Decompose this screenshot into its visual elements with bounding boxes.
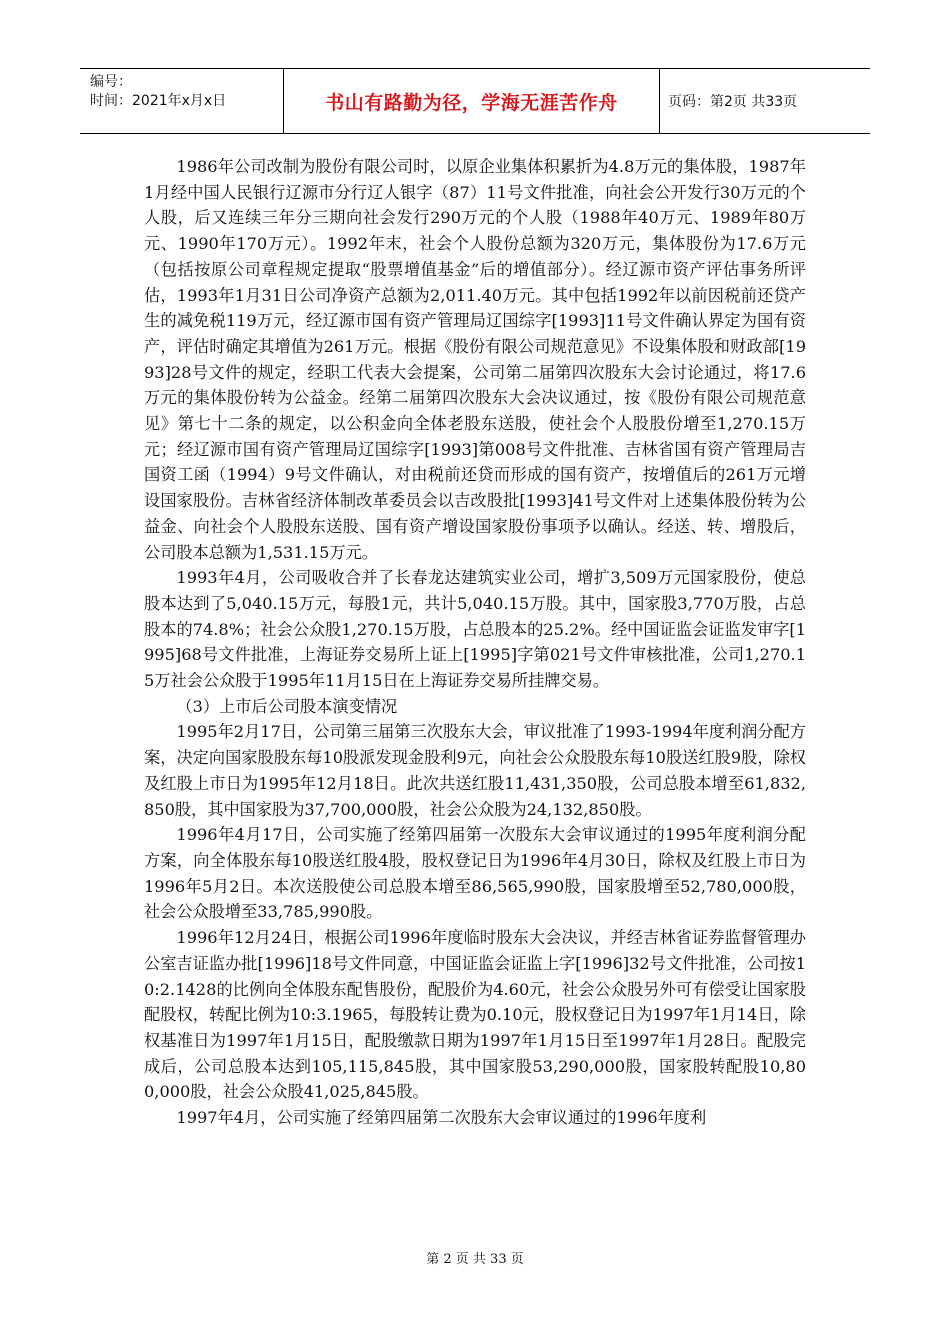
page-footer: 第 2 页 共 33 页 <box>426 1252 524 1267</box>
paragraph-2: 1993年4月，公司吸收合并了长春龙达建筑实业公司，增扩3,509万元国家股份，使总股本达到了5,040.15万元，每股1元，共计5,040.15万股。其中，国家股3,770万股，占总股本的74.8%；社会公众股1,270.15万股，占总股本的25.2%。经中国证监会证监发审字[1995]68号文件批准，上海证券交易所上证上[1995]字第021号文件审核批准，公司1,270.15万社会公众股于1995年11月15日在上海证券交易所挂牌交易。 <box>144 568 806 691</box>
header-page-cell <box>660 69 870 133</box>
paragraph-6: 1997年4月，公司实施了经第四届第二次股东大会审议通过的1996年度利 <box>176 1108 707 1128</box>
paragraph-4: 1996年4月17日，公司实施了经第四届第一次股东大会审议通过的1995年度利润分配方案，向全体股东每10股送红股4股，股权登记日为1996年4月30日，除权及红股上市日为1996年5月2日。本次送股使公司总股本增至86,565,990股，国家股增至52,780,000股，社会公众股增至33,785,990股。 <box>144 825 806 922</box>
header-motto-cell <box>284 69 660 133</box>
header-page-number: 页码：第2页 共33页 <box>668 94 798 110</box>
paragraph-1: 1986年公司改制为股份有限公司时，以原企业集体积累折为4.8万元的集体股，1987年1月经中国人民银行辽源市分行辽人银字（87）11号文件批准，向社会公开发行30万元的个人股，后又连续三年分三期向社会发行290万元的个人股（1988年40万元、1989年80万元、1990年170万元）。1992年末，社会个人股份总额为320万元，集体股份为17.6万元（包括按原公司章程规定提取“股票增值基金”后的增值部分）。经辽源市资产评估事务所评估，1993年1月31日公司净资产总额为2,011.40万元。其中包括1992年以前因税前还贷产生的减免税119万元，经辽源市国有资产管理局辽国综字[1993]11号文件确认界定为国有资产，评估时确定其增值为261万元。根据《股份有限公司规范意见》不设集体股和财政部[1993]28号文件的规定，经职工代表大会提案，公司第二届第四次股东大会讨论通过，将17.6万元的集体股份转为公益金。经第二届第四次股东大会决议通过，按《股份有限公司规范意见》第七十二条的规定，以公积金向全体老股东送股，使社会个人股股份增至1,270.15万元；经辽源市国有资产管理局辽国综字[1993]第008号文件批准、吉林省国有资产管理局吉国资工函（1994）9号文件确认，对由税前还贷而形成的国有资产，按增值后的261万元增设国家股份。吉林省经济体制改革委员会以吉改股批[1993]41号文件对上述集体股份转为公益金、向社会个人股股东送股、国有资产增设国家股份事项予以确认。经送、转、增股后，公司股本总额为1,531.15万元。 <box>144 157 806 562</box>
document-body <box>144 154 806 1131</box>
header-motto: 书山有路勤为径，学海无涯苦作舟 <box>325 91 618 114</box>
document-number-label: 编号： <box>90 74 132 90</box>
page-header <box>80 68 870 134</box>
document-time-label: 时间：2021年x月x日 <box>90 93 227 109</box>
header-meta <box>80 69 284 133</box>
paragraph-5: 1996年12月24日，根据公司1996年度临时股东大会决议，并经吉林省证券监督管理办公室吉证监办批[1996]18号文件同意，中国证监会证监上字[1996]32号文件批准，公司按10:2.1428的比例向全体股东配售股份，配股价为4.60元，社会公众股另外可有偿受让国家股配股权，转配比例为10:3.1965，每股转让费为0.10元，股权登记日为1997年1月14日，除权基准日为1997年1月15日，配股缴款日期为1997年1月15日至1997年1月28日。配股完成后，公司总股本达到105,115,845股，其中国家股53,290,000股，国家股转配股10,800,000股，社会公众股41,025,845股。 <box>144 928 806 1102</box>
section-heading: （3）上市后公司股本演变情况 <box>176 696 398 716</box>
paragraph-3: 1995年2月17日，公司第三届第三次股东大会，审议批准了1993-1994年度利润分配方案，决定向国家股股东每10股派发现金股利9元，向社会公众股股东每10股送红股9股，除权及红股上市日为1995年12月18日。此次共送红股11,431,350股，公司总股本增至61,832,850股，其中国家股为37,700,000股，社会公众股为24,132,850股。 <box>144 722 806 819</box>
